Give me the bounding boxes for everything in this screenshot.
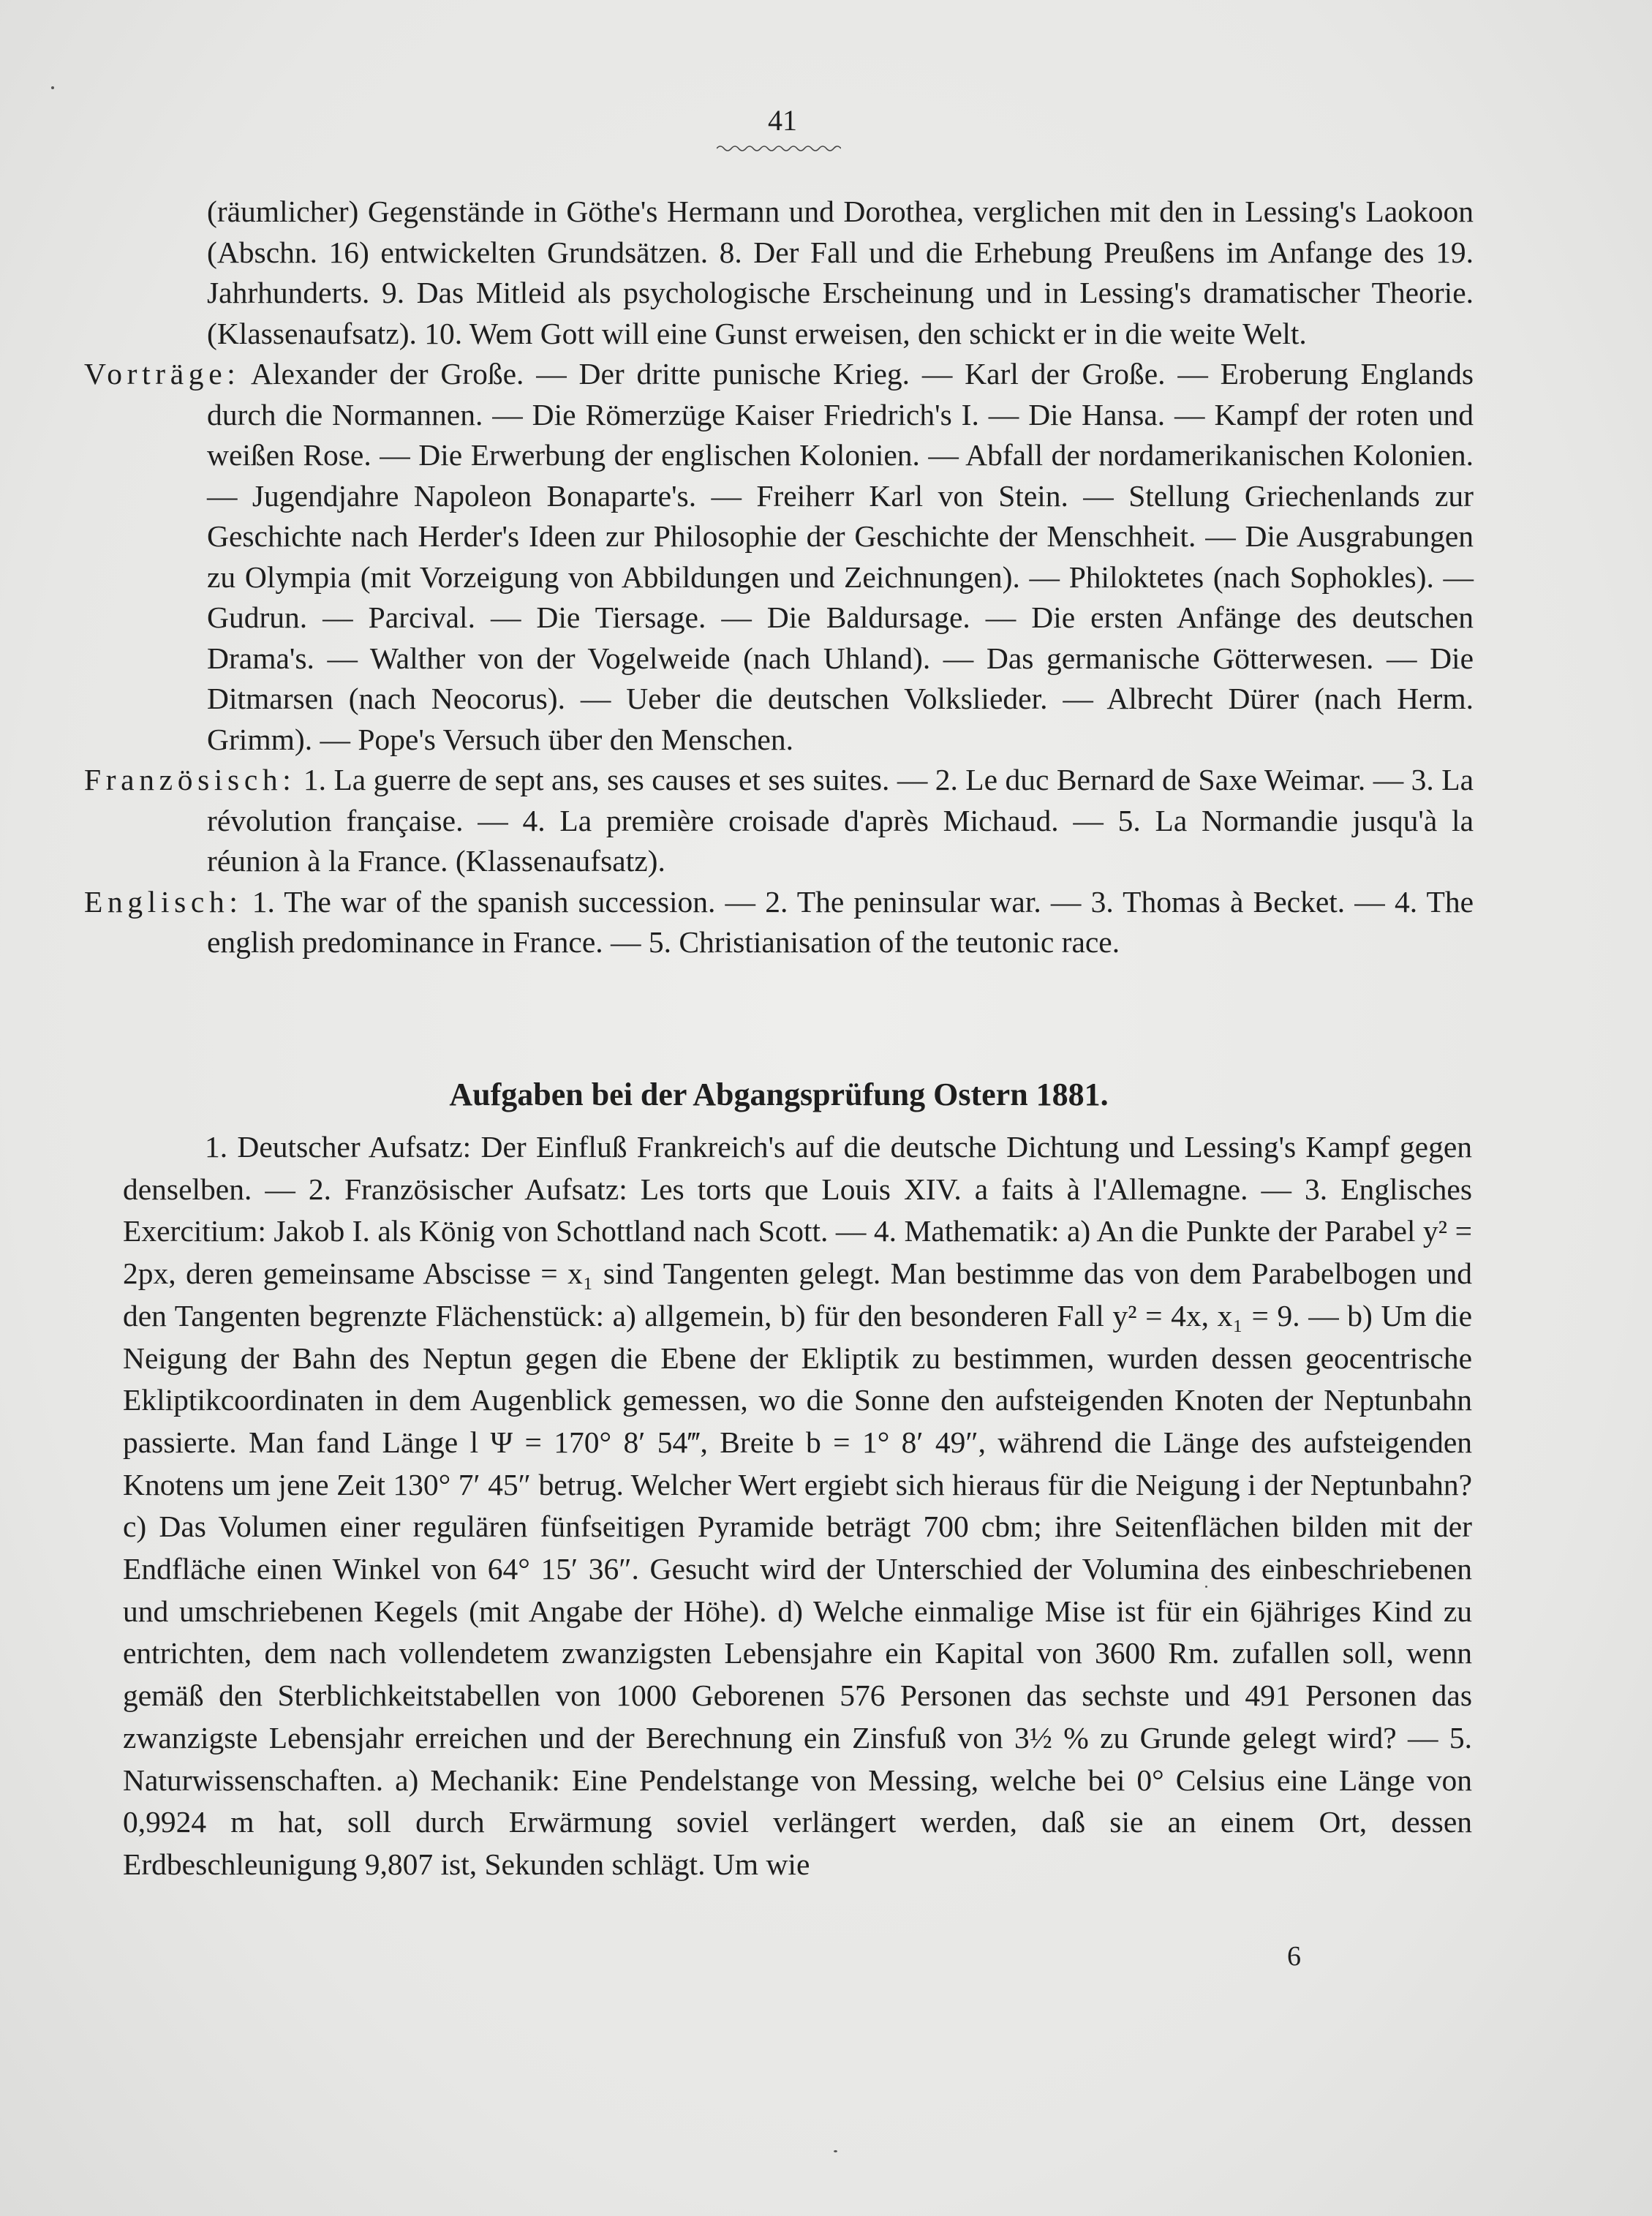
- exam-heading: Aufgaben bei der Abgangsprüfung Ostern 1881.: [449, 1077, 1109, 1112]
- section-text: 1. La guerre de sept ans, ses causes et ses suites. — 2. Le duc Bernard de Saxe Weimar. — 3. La révolution française. — 4. La première croisade d'après Michaud. — 5. La Normandie jusqu'à la réunion à la France. (Klassenaufsatz).: [207, 763, 1474, 878]
- section-label: Englisch:: [84, 884, 243, 919]
- section-label: Französisch:: [84, 763, 296, 796]
- print-speck: [834, 2150, 837, 2152]
- section-franzoesisch: [84, 760, 1474, 882]
- print-speck: [51, 86, 54, 89]
- section-text: 1. The war of the spanish succession. — 2. The peninsular war. — 3. Thomas à Becket. — 4. The english predominance in France. — 5. Christianisation of the teutonic race.: [207, 884, 1474, 959]
- section-label: Vorträge:: [84, 357, 241, 391]
- section-englisch: [84, 882, 1474, 963]
- signature-mark: 6: [1287, 1941, 1301, 1972]
- exam-body: [123, 1126, 1472, 1886]
- exam-paragraph: 1. Deutscher Aufsatz: Der Einfluß Frankreich's auf die deutsche Dichtung und Lessing's Kampf gegen denselben. — 2. Französischer Aufsatz: Les torts que Louis XIV. a faits à l'Allemagne. — 3. Englisches Exercitium: Jakob I. als König von Schottland nach Scott. — 4. Mathematik: a) An die Punkte der Parabel y² = 2px, deren gemeinsame Abscisse = x₁ sind Tangenten gelegt. Man bestimme das von dem Parabelbogen und den Tangenten begrenzte Flächenstück: a) allgemein, b) für den besonderen Fall y² = 4x, x₁ = 9. — b) Um die Neigung der Bahn des Neptun gegen die Ebene der Ekliptik zu bestimmen, wurden dessen geocentrische Ekliptikcoordinaten in dem Augenblick gemessen, wo die Sonne den aufsteigenden Knoten der Neptunbahn passierte. Man fand Länge l Ψ = 170° 8′ 54‴, Breite b = 1° 8′ 49″, während die Länge des aufsteigenden Knotens um jene Zeit 130° 7′ 45″ betrug. Welcher Wert ergiebt sich hieraus für die Neigung i der Neptunbahn? c) Das Volumen einer regulären fünfseitigen Pyramide beträgt 700 cbm; ihre Seitenflächen bilden mit der Endfläche einen Winkel von 64° 15′ 36″. Gesucht wird der Unterschied der Volumina des einbeschriebenen und umschriebenen Kegels (mit Angabe der Höhe). d) Welche einmalige Mise ist für ein 6jähriges Kind zu entrichten, dem nach vollendetem zwanzigsten Lebensjahre ein Kapital von 3600 Rm. zufallen soll, wenn gemäß den Sterblichkeitstabellen von 1000 Geborenen 576 Personen das sechste und 491 Personen das zwanzigste Lebensjahr erreichen und der Berechnung ein Zinsfuß von 3½ % zu Grunde gelegt wird? — 5. Naturwissenschaften. a) Mechanik: Eine Pendelstange von Messing, welche bei 0° Celsius eine Länge von 0,9924 m hat, soll durch Erwärmung soviel verlängert werden, daß sie an einem Ort, dessen Erdbeschleunigung 9,807 ist, Sekunden schlägt. Um wie: [123, 1130, 1472, 1881]
- page-number: 41: [768, 104, 797, 137]
- section-vortraege: [84, 354, 1474, 760]
- print-speck: [1205, 1586, 1207, 1588]
- intro-paragraph: (räumlicher) Gegenstände in Göthe's Hermann und Dorothea, verglichen mit den in Lessing's Laokoon (Abschn. 16) entwickelten Grundsätzen. 8. Der Fall und die Erhebung Preußens im Anfange des 19. Jahrhunderts. 9. Das Mitleid als psychologische Erscheinung und in Lessing's dramatischer Theorie. (Klassenaufsatz). 10. Wem Gott will eine Gunst erweisen, den schickt er in die weite Welt.: [207, 195, 1474, 350]
- main-text: [84, 192, 1474, 963]
- section-text: Alexander der Große. — Der dritte punische Krieg. — Karl der Große. — Eroberung Englands durch die Normannen. — Die Römerzüge Kaiser Friedrich's I. — Die Hansa. — Kampf der roten und weißen Rose. — Die Erwerbung der englischen Kolonien. — Abfall der nordamerikanischen Kolonien. — Jugendjahre Napoleon Bonaparte's. — Freiherr Karl von Stein. — Stellung Griechenlands zur Geschichte nach Herder's Ideen zur Philosophie der Geschichte der Menschheit. — Die Ausgrabungen zu Olympia (mit Vorzeigung von Abbildungen und Zeichnungen). — Philoktetes (nach Sophokles). — Gudrun. — Parcival. — Die Tiersage. — Die Baldursage. — Die ersten Anfänge des deutschen Drama's. — Walther von der Vogelweide (nach Uhland). — Das germanische Götterwesen. — Die Ditmarsen (nach Neocorus). — Ueber die deutschen Volkslieder. — Albrecht Dürer (nach Herm. Grimm). — Pope's Versuch über den Menschen.: [207, 357, 1474, 756]
- ornament-wavy-rule: [717, 143, 841, 154]
